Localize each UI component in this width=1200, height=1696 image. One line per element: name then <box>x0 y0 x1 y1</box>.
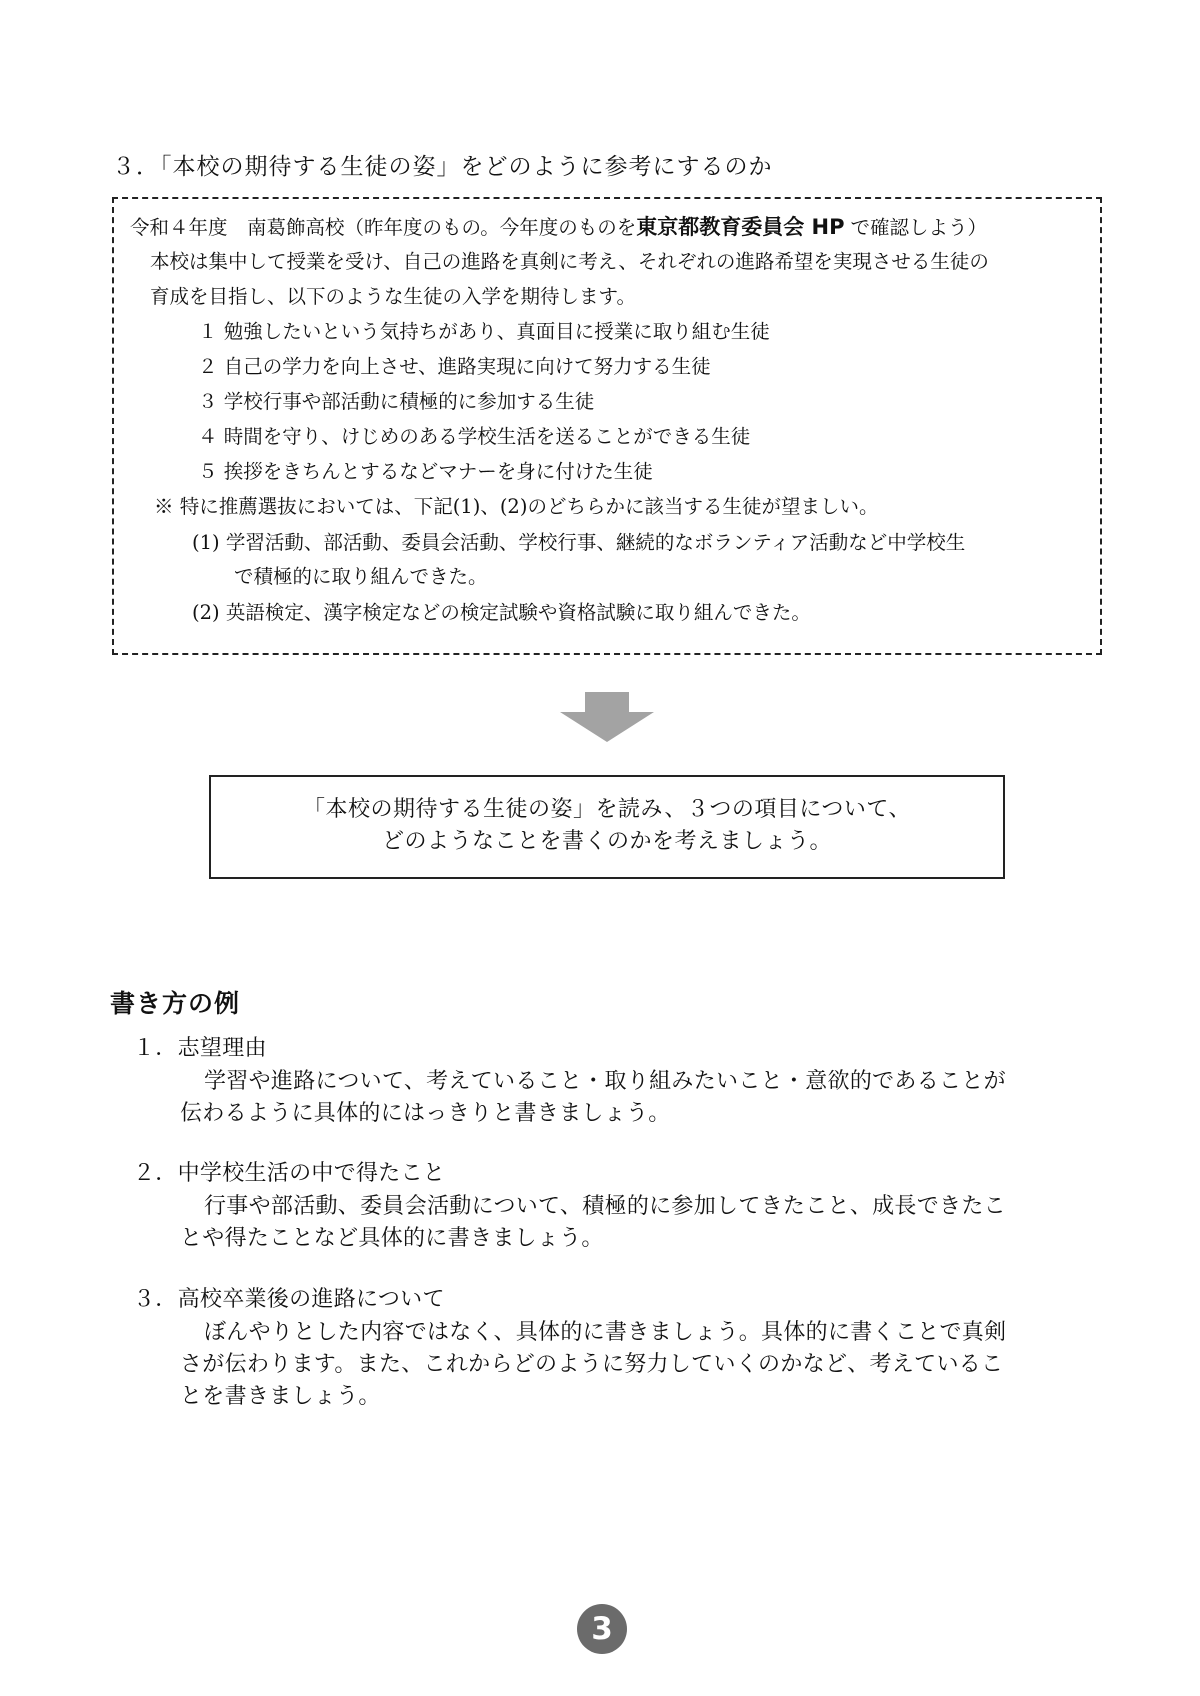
example-2-heading: ２．中学校生活の中で得たこと <box>133 1161 446 1186</box>
example-2-line-2: とや得たことなど具体的に書きましょう。 <box>180 1226 604 1251</box>
section-heading: ３．「本校の期待する生徒の姿」をどのように参考にするのか <box>112 154 773 180</box>
example-1-line-2: 伝わるように具体的にはっきりと書きましょう。 <box>180 1101 671 1126</box>
policy-item-5: ５ 挨拶をきちんとするなどマナーを身に付けた生徒 <box>198 460 653 483</box>
policy-sub-1-line-1: (1) 学習活動、部活動、委員会活動、学校行事、継続的なボランティア活動など中学校生 <box>192 531 966 554</box>
policy-box <box>112 197 1102 655</box>
instruction-line-1: 「本校の期待する生徒の姿」を読み、３つの項目について、 <box>303 797 911 822</box>
policy-item-3: ３ 学校行事や部活動に積極的に参加する生徒 <box>198 390 595 413</box>
instruction-line-2: どのようなことを書くのかを考えましょう。 <box>381 829 832 854</box>
policy-title-bold: 東京都教育委員会 HP <box>636 215 845 239</box>
policy-item-2: ２ 自己の学力を向上させ、進路実現に向けて努力する生徒 <box>198 355 711 378</box>
example-3-heading: ３．高校卒業後の進路について <box>133 1287 445 1312</box>
policy-title <box>130 217 987 238</box>
example-1-line-1: 学習や進路について、考えていること・取り組みたいこと・意欲的であることが <box>204 1069 1006 1094</box>
page-number-badge: 3 <box>577 1604 627 1654</box>
policy-item-1: １ 勉強したいという気持ちがあり、真面目に授業に取り組む生徒 <box>198 320 770 343</box>
policy-intro-line-2: 育成を目指し、以下のような生徒の入学を期待します。 <box>150 285 636 308</box>
example-2-line-1: 行事や部活動、委員会活動について、積極的に参加してきたこと、成長できたこ <box>204 1194 1006 1219</box>
policy-title-suffix: で確認しよう） <box>850 216 988 239</box>
example-3-line-2: さが伝わります。また、これからどのように努力していくのかなど、考えているこ <box>180 1352 1004 1377</box>
instruction-box <box>209 775 1005 879</box>
down-arrow-shape <box>560 692 654 742</box>
policy-intro-line-1: 本校は集中して授業を受け、自己の進路を真剣に考え、それぞれの進路希望を実現させる生徒の <box>150 250 989 273</box>
down-arrow-icon <box>560 692 654 742</box>
policy-sub-2: (2) 英語検定、漢字検定などの検定試験や資格試験に取り組んできた。 <box>192 601 811 624</box>
policy-item-4: ４ 時間を守り、けじめのある学校生活を送ることができる生徒 <box>198 425 751 448</box>
example-3-line-3: とを書きましょう。 <box>180 1384 381 1409</box>
example-1-heading: １．志望理由 <box>133 1036 267 1061</box>
policy-note: ※ 特に推薦選抜においては、下記(1)、(2)のどちらかに該当する生徒が望ましい。 <box>154 495 879 518</box>
policy-sub-1-line-2: で積極的に取り組んできた。 <box>234 565 488 588</box>
example-3-line-1: ぼんやりとした内容ではなく、具体的に書きましょう。具体的に書くことで真剣 <box>204 1320 1007 1345</box>
examples-title: 書き方の例 <box>110 989 241 1018</box>
policy-title-prefix: 令和４年度 南葛飾高校（昨年度のもの。今年度のものを <box>130 216 637 239</box>
